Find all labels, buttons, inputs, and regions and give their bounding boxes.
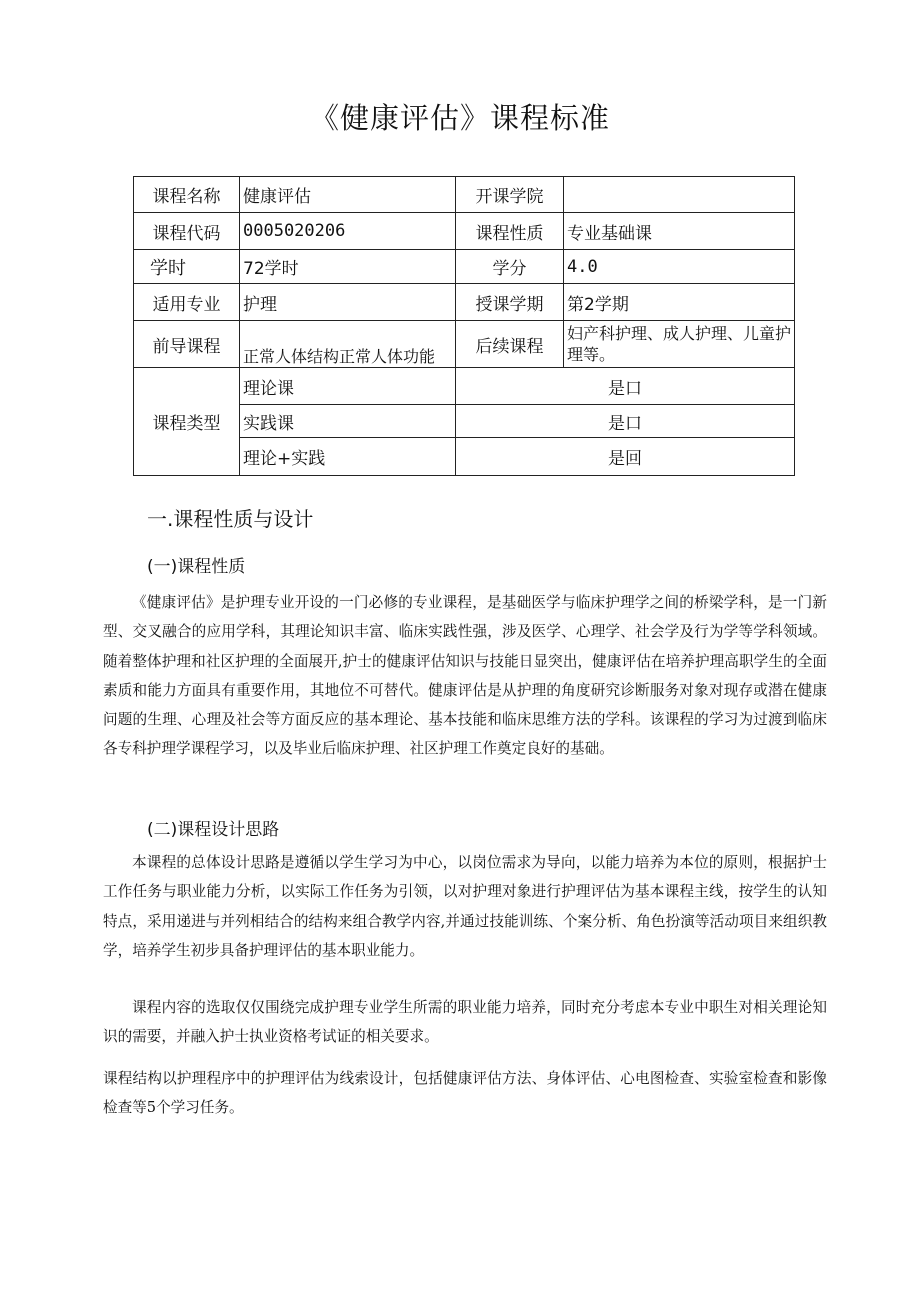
document-title: 《健康评估》课程标准	[309, 101, 610, 135]
type-mark: 是回	[456, 438, 795, 476]
course-code-value: 0005020206	[240, 213, 456, 250]
semester-label: 授课学期	[456, 284, 564, 321]
course-nature-value: 专业基础课	[564, 213, 795, 250]
design-paragraph: 本课程的总体设计思路是遵循以学生学习为中心，以岗位需求为导向，以能力培养为本位的原则，根据护士工作任务与职业能力分析，以实际工作任务为引领，以对护理对象进行护理评估为基本课程主线，按学生的认知特点，采用递进与并列相结合的结构来组合教学内容,并通过技能训练、个案分析、角色扮演等活动项目来组织教学，培养学生初步具备护理评估的基本职业能力。	[103, 854, 827, 959]
credit-value: 4.0	[564, 250, 795, 284]
design-paragraph: 课程内容的选取仅仅围绕完成护理专业学生所需的职业能力培养，同时充分考虑本专业中职生对相关理论知识的需要，并融入护士执业资格考试证的相关要求。	[103, 999, 827, 1046]
course-nature-label: 课程性质	[456, 213, 564, 250]
college-value	[564, 177, 795, 213]
semester-value: 第2学期	[564, 284, 795, 321]
course-name-label: 课程名称	[134, 177, 240, 213]
table-row	[134, 321, 795, 368]
credit-label: 学分	[456, 250, 564, 284]
type-name: 实践课	[240, 405, 456, 438]
course-code-label: 课程代码	[134, 213, 240, 250]
table-row	[134, 177, 795, 213]
course-type-label: 课程类型	[134, 368, 240, 476]
type-name: 理论课	[240, 368, 456, 405]
table-row	[134, 368, 795, 405]
hours-label: 学时	[134, 250, 240, 284]
type-name: 理论+实践	[240, 438, 456, 476]
course-nature-paragraph: 《健康评估》是护理专业开设的一门必修的专业课程，是基础医学与临床护理学之间的桥梁学科，是一门新型、交叉融合的应用学科，其理论知识丰富、临床实践性强，涉及医学、心理学、社会学及行为学等学科领域。随着整体护理和社区护理的全面展开,护士的健康评估知识与技能日显突出，健康评估在培养护理高职学生的全面素质和能力方面具有重要作用，其地位不可替代。健康评估是从护理的角度研究诊断服务对象对现存或潜在健康问题的生理、心理及社会等方面反应的基本理论、基本技能和临床思维方法的学科。该课程的学习为过渡到临床各专科护理学课程学习，以及毕业后临床护理、社区护理工作奠定良好的基础。	[103, 594, 827, 758]
subsection-heading: (一)课程性质	[147, 557, 246, 577]
prereq-value: 正常人体结构正常人体功能	[240, 321, 456, 368]
college-label: 开课学院	[456, 177, 564, 213]
followup-value: 妇产科护理、成人护理、儿童护理等。	[564, 321, 795, 368]
table-row	[134, 250, 795, 284]
table-row	[134, 284, 795, 321]
design-paragraph: 课程结构以护理程序中的护理评估为线索设计，包括健康评估方法、身体评估、心电图检查、实验室检查和影像检查等5个学习任务。	[103, 1070, 827, 1117]
subsection-heading: (二)课程设计思路	[147, 820, 280, 840]
major-label: 适用专业	[134, 284, 240, 321]
major-value: 护理	[240, 284, 456, 321]
hours-value: 72学时	[240, 250, 456, 284]
table-row	[134, 213, 795, 250]
followup-label: 后续课程	[456, 321, 564, 368]
course-info-table	[133, 176, 795, 476]
prereq-label: 前导课程	[134, 321, 240, 368]
section-heading: 一.课程性质与设计	[147, 507, 314, 531]
course-name-value: 健康评估	[240, 177, 456, 213]
type-mark: 是口	[456, 405, 795, 438]
type-mark: 是口	[456, 368, 795, 405]
